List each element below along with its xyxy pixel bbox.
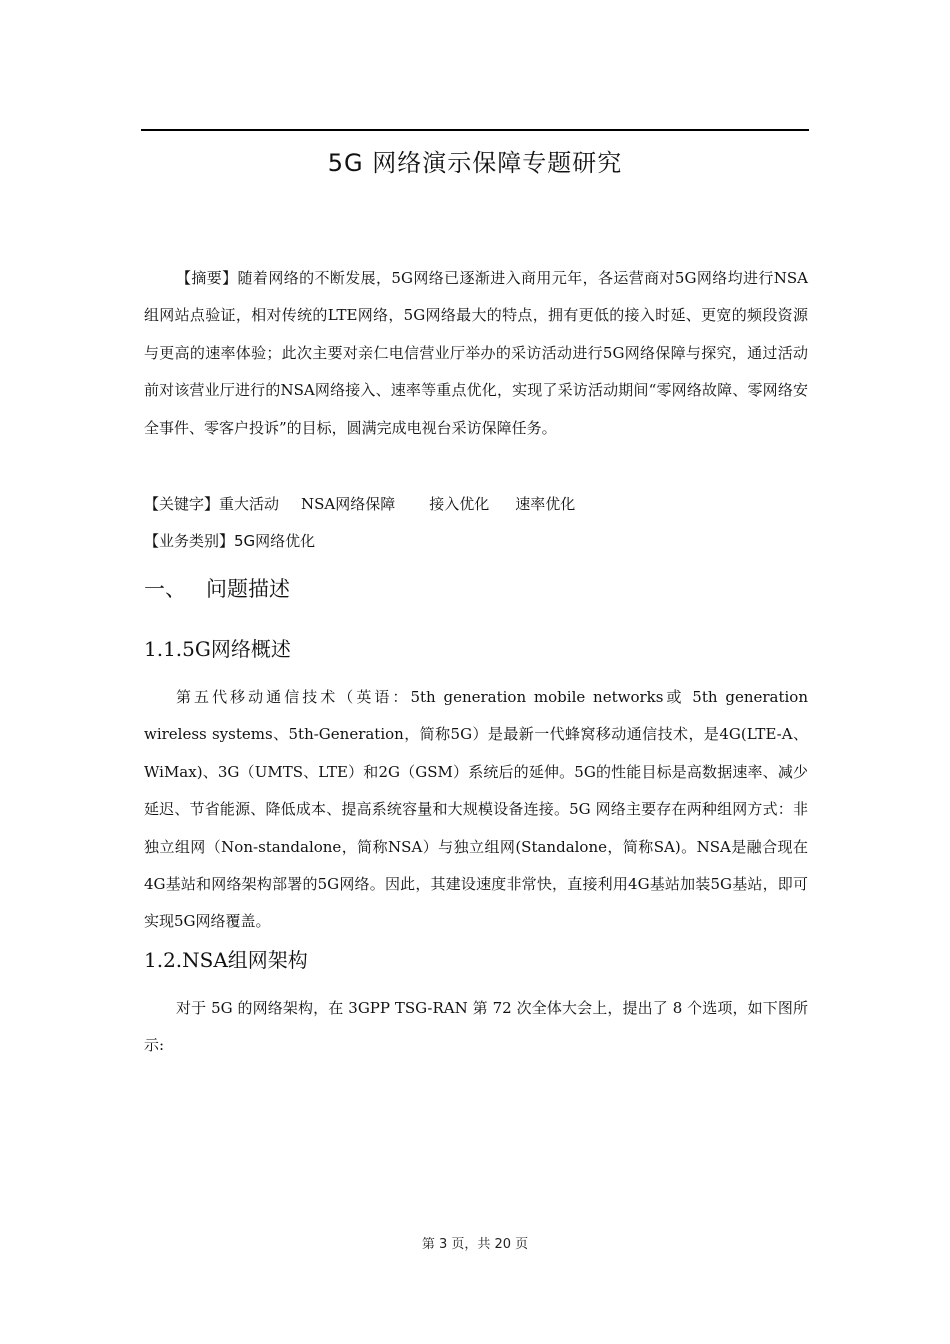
section-number: 一、 — [144, 577, 186, 601]
keyword-item: 接入优化 — [429, 495, 490, 513]
keyword-item: 重大活动 — [219, 495, 280, 513]
keyword-item: NSA网络保障 — [301, 495, 396, 513]
body-paragraph-5g-overview: 第五代移动通信技术（英语：5th generation mobile networks或 5th generation wireless systems、5th-Generation，简称5G）是最新一代蜂窝移动通信技术，是4G(LTE-A、WiMax)、3G（UMTS、LTE）和2G（GSM）系统后的延伸。5G的性能目标是高数据速率、减少延迟、节省能源、降低成本、提高系统容量和大规模设备连接。5G 网络主要存在两种组网方式：非独立组网（Non-standalone，简称NSA）与独立组网(Standalone，简称SA)。NSA是融合现在4G基站和网络架构部署的5G网络。因此，其建设速度非常快，直接利用4G基站加装5G基站，即可实现5G网络覆盖。 — [144, 688, 808, 931]
body-paragraph-nsa-architecture: 对于 5G 的网络架构，在 3GPP TSG-RAN 第 72 次全体大会上，提出了 8 个选项，如下图所示: — [144, 999, 808, 1055]
section-heading — [144, 572, 290, 606]
keywords-label: 【关键字】 — [144, 495, 220, 513]
subsection-heading-5g-overview: 1.1.5G网络概述 — [144, 637, 291, 661]
keyword-item: 速率优化 — [515, 495, 576, 513]
abstract-paragraph: 【摘要】随着网络的不断发展，5G网络已逐渐进入商用元年，各运营商对5G网络均进行NSA组网站点验证，相对传统的LTE网络，5G网络最大的特点，拥有更低的接入时延、更宽的频段资源与更高的速率体验；此次主要对亲仁电信营业厅举办的采访活动进行5G网络保障与探究，通过活动前对该营业厅进行的NSA网络接入、速率等重点优化，实现了采访活动期间“零网络故障、零网络安全事件、零客户投诉”的目标，圆满完成电视台采访保障任务。 — [144, 269, 808, 437]
category-line — [144, 527, 315, 555]
keywords-line — [144, 490, 575, 518]
section-title: 问题描述 — [206, 577, 290, 601]
subsection-heading-nsa-architecture: 1.2.NSA组网架构 — [144, 948, 308, 972]
document-title: 5G 网络演示保障专题研究 — [327, 149, 623, 177]
page-footer: 第 3 页，共 20 页 — [421, 1237, 529, 1252]
category-value: 5G网络优化 — [234, 532, 316, 550]
title-rule — [141, 129, 809, 131]
category-label: 【业务类别】 — [144, 532, 235, 550]
